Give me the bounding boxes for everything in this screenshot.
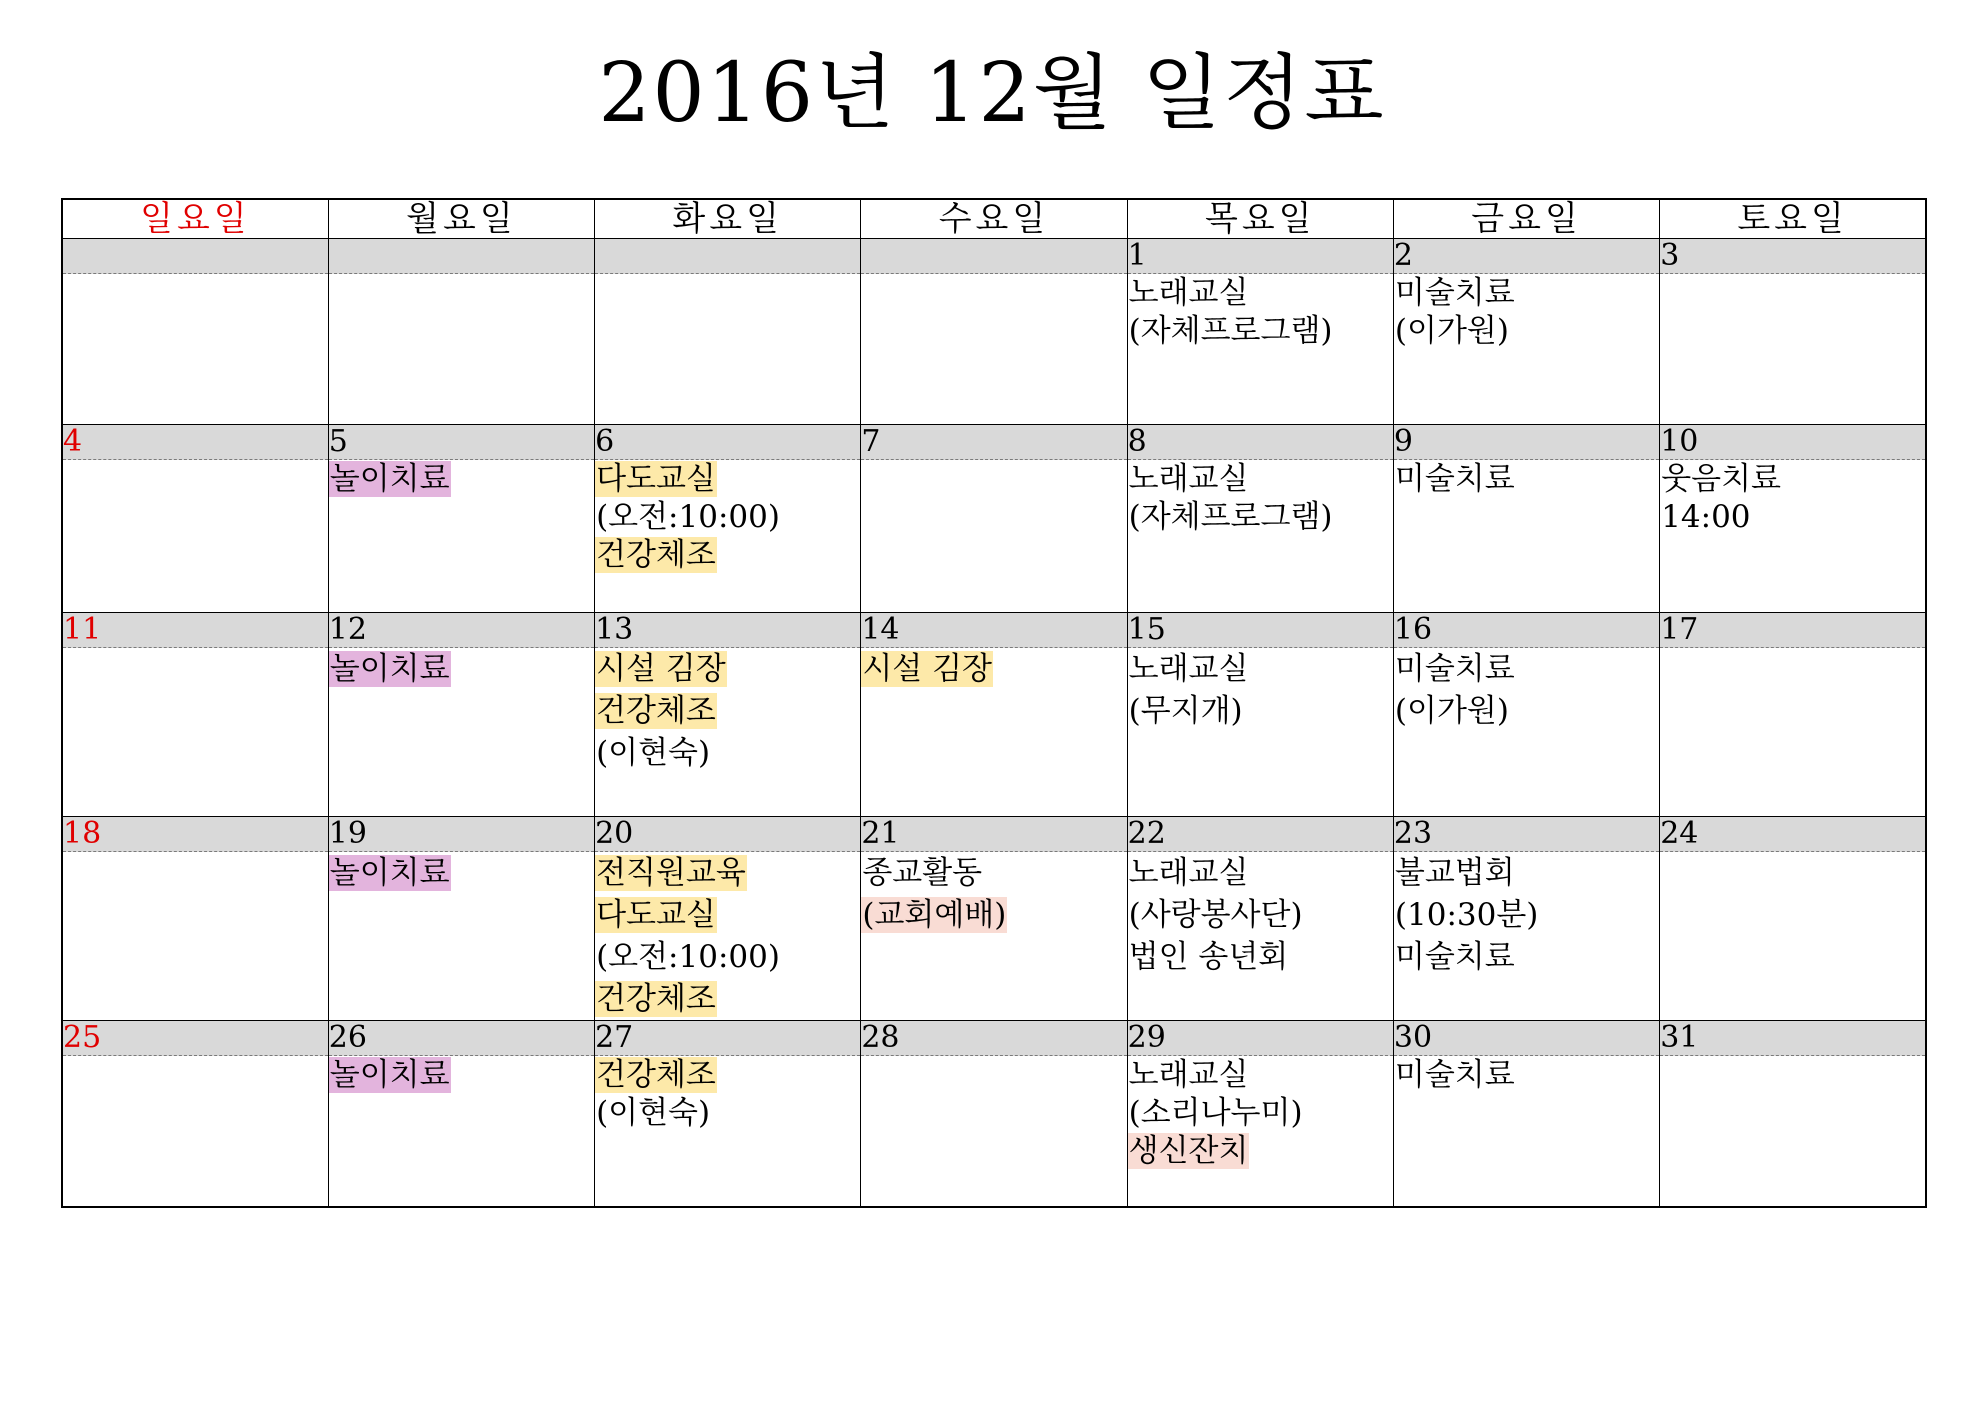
schedule-entry-text: (10:30분) <box>1394 897 1539 933</box>
event-cell-thursday <box>1127 1056 1393 1208</box>
date-cell-sunday: 4 <box>62 425 328 460</box>
schedule-entry <box>595 936 860 978</box>
date-row <box>62 239 1926 274</box>
schedule-entry <box>1128 274 1393 312</box>
schedule-entry-text: (소리나누미) <box>1128 1095 1303 1131</box>
schedule-entry-text: 미술치료 <box>1394 461 1515 497</box>
date-row <box>62 425 1926 460</box>
event-cell-sunday <box>62 852 328 1021</box>
schedule-entry-text: 미술치료 <box>1394 1057 1515 1093</box>
event-cell-wednesday <box>861 274 1127 425</box>
date-cell-wednesday: 14 <box>861 613 1127 648</box>
date-cell-monday <box>328 239 594 274</box>
schedule-entry <box>595 1056 860 1094</box>
schedule-entry-text: 시설 김장 <box>862 651 992 687</box>
date-cell-friday: 2 <box>1393 239 1659 274</box>
schedule-entry-text: 놀이치료 <box>329 855 450 891</box>
schedule-entry <box>1394 648 1659 690</box>
schedule-entry <box>595 536 860 574</box>
event-cell-wednesday <box>861 648 1127 817</box>
event-cell-monday <box>328 1056 594 1208</box>
date-cell-saturday: 17 <box>1660 613 1926 648</box>
event-cell-saturday <box>1660 460 1926 613</box>
date-cell-tuesday: 20 <box>595 817 861 852</box>
schedule-entry-text: 놀이치료 <box>329 651 450 687</box>
schedule-entry-text: 노래교실 <box>1128 1057 1249 1093</box>
event-cell-monday <box>328 460 594 613</box>
date-cell-friday: 16 <box>1393 613 1659 648</box>
event-cell-monday <box>328 274 594 425</box>
schedule-entry <box>329 648 594 690</box>
event-cell-saturday <box>1660 648 1926 817</box>
events-row <box>62 274 1926 425</box>
event-cell-thursday <box>1127 274 1393 425</box>
schedule-entry <box>1394 690 1659 732</box>
schedule-entry-text: 미술치료 <box>1394 651 1515 687</box>
schedule-entry-text: (이현숙) <box>596 1095 711 1131</box>
event-cell-tuesday <box>595 274 861 425</box>
event-cell-saturday <box>1660 274 1926 425</box>
date-cell-tuesday: 6 <box>595 425 861 460</box>
event-cell-saturday <box>1660 852 1926 1021</box>
schedule-entry-text: 건강체조 <box>596 981 716 1017</box>
event-cell-tuesday <box>595 852 861 1021</box>
event-cell-tuesday <box>595 648 861 817</box>
schedule-entry-text: 법인 송년회 <box>1128 939 1289 975</box>
schedule-entry-text: (사랑봉사단) <box>1128 897 1303 933</box>
events-row <box>62 1056 1926 1208</box>
schedule-entry <box>595 732 860 774</box>
schedule-entry-text: 미술치료 <box>1394 939 1515 975</box>
date-cell-thursday: 1 <box>1127 239 1393 274</box>
schedule-entry-text: (이가원) <box>1394 693 1509 729</box>
schedule-entry <box>595 690 860 732</box>
weekday-header-monday: 월요일 <box>328 199 594 239</box>
date-cell-thursday: 15 <box>1127 613 1393 648</box>
date-cell-friday: 30 <box>1393 1021 1659 1056</box>
schedule-entry-text: 14:00 <box>1661 499 1751 535</box>
calendar-table <box>61 198 1927 1208</box>
date-cell-wednesday: 7 <box>861 425 1127 460</box>
event-cell-tuesday <box>595 460 861 613</box>
date-cell-sunday: 25 <box>62 1021 328 1056</box>
schedule-entry-text: (이현숙) <box>596 735 711 771</box>
schedule-entry <box>1128 1094 1393 1132</box>
weekday-header-friday: 금요일 <box>1393 199 1659 239</box>
event-cell-friday <box>1393 852 1659 1021</box>
schedule-entry-text: 종교활동 <box>862 855 983 891</box>
event-cell-sunday <box>62 1056 328 1208</box>
schedule-entry-text: (자체프로그램) <box>1128 313 1333 349</box>
event-cell-monday <box>328 648 594 817</box>
event-cell-wednesday <box>861 460 1127 613</box>
date-cell-tuesday: 27 <box>595 1021 861 1056</box>
schedule-entry <box>595 852 860 894</box>
schedule-entry <box>1394 894 1659 936</box>
date-cell-tuesday: 13 <box>595 613 861 648</box>
events-row <box>62 852 1926 1021</box>
schedule-entry <box>329 1056 594 1094</box>
event-cell-thursday <box>1127 648 1393 817</box>
schedule-entry <box>1394 1056 1659 1094</box>
schedule-entry <box>861 648 1126 690</box>
schedule-entry <box>1128 648 1393 690</box>
schedule-entry <box>595 894 860 936</box>
schedule-entry <box>1660 498 1925 536</box>
schedule-entry-text: 건강체조 <box>596 693 716 729</box>
event-cell-saturday <box>1660 1056 1926 1208</box>
event-cell-monday <box>328 852 594 1021</box>
schedule-entry-text: 다도교실 <box>596 461 716 497</box>
date-cell-monday: 12 <box>328 613 594 648</box>
date-cell-thursday: 29 <box>1127 1021 1393 1056</box>
weekday-header-thursday: 목요일 <box>1127 199 1393 239</box>
schedule-entry-text: 생신잔치 <box>1128 1133 1249 1169</box>
schedule-entry <box>1128 852 1393 894</box>
date-cell-monday: 5 <box>328 425 594 460</box>
schedule-entry-text: 노래교실 <box>1128 651 1249 687</box>
schedule-entry-text: (이가원) <box>1394 313 1509 349</box>
schedule-entry <box>1394 274 1659 312</box>
schedule-entry-text: 건강체조 <box>596 1057 716 1093</box>
calendar-body <box>62 239 1926 1208</box>
date-cell-wednesday: 21 <box>861 817 1127 852</box>
date-row <box>62 817 1926 852</box>
schedule-entry <box>1128 1056 1393 1094</box>
weekday-header-row <box>62 199 1926 239</box>
schedule-entry-text: 건강체조 <box>596 537 716 573</box>
schedule-entry-text: (자체프로그램) <box>1128 499 1333 535</box>
date-cell-saturday: 3 <box>1660 239 1926 274</box>
schedule-entry-text: 노래교실 <box>1128 855 1249 891</box>
schedule-entry <box>1394 936 1659 978</box>
schedule-entry <box>1128 936 1393 978</box>
schedule-entry <box>861 894 1126 936</box>
schedule-entry-text: 웃음치료 <box>1661 461 1781 497</box>
schedule-entry <box>1128 312 1393 350</box>
date-cell-wednesday <box>861 239 1127 274</box>
schedule-entry <box>1128 498 1393 536</box>
schedule-entry <box>1128 894 1393 936</box>
date-cell-wednesday: 28 <box>861 1021 1127 1056</box>
date-cell-monday: 19 <box>328 817 594 852</box>
schedule-entry-text: (무지개) <box>1128 693 1243 729</box>
page-title: 2016년 12월 일정표 <box>598 46 1386 141</box>
event-cell-sunday <box>62 274 328 425</box>
schedule-entry <box>1394 460 1659 498</box>
event-cell-thursday <box>1127 852 1393 1021</box>
date-cell-thursday: 8 <box>1127 425 1393 460</box>
schedule-entry-text: (교회예배) <box>862 897 1007 933</box>
schedule-entry <box>329 460 594 498</box>
schedule-entry-text: (오전:10:00) <box>596 499 780 535</box>
schedule-entry <box>1128 460 1393 498</box>
schedule-entry <box>595 498 860 536</box>
event-cell-wednesday <box>861 852 1127 1021</box>
weekday-header-sunday: 일요일 <box>62 199 328 239</box>
schedule-entry-text: 놀이치료 <box>329 461 450 497</box>
weekday-header-tuesday: 화요일 <box>595 199 861 239</box>
schedule-entry-text: 불교법회 <box>1394 855 1515 891</box>
schedule-entry <box>1394 852 1659 894</box>
schedule-entry <box>861 852 1126 894</box>
date-cell-saturday: 10 <box>1660 425 1926 460</box>
schedule-entry-text: 다도교실 <box>596 897 716 933</box>
schedule-entry <box>1394 312 1659 350</box>
weekday-header-wednesday: 수요일 <box>861 199 1127 239</box>
schedule-entry <box>595 648 860 690</box>
schedule-entry-text: 시설 김장 <box>596 651 726 687</box>
schedule-entry <box>1128 1132 1393 1170</box>
date-cell-friday: 23 <box>1393 817 1659 852</box>
event-cell-sunday <box>62 648 328 817</box>
date-cell-tuesday <box>595 239 861 274</box>
event-cell-sunday <box>62 460 328 613</box>
schedule-entry-text: 전직원교육 <box>596 855 746 891</box>
schedule-entry-text: 노래교실 <box>1128 275 1249 311</box>
events-row <box>62 460 1926 613</box>
schedule-entry-text: 노래교실 <box>1128 461 1249 497</box>
events-row <box>62 648 1926 817</box>
event-cell-friday <box>1393 460 1659 613</box>
event-cell-tuesday <box>595 1056 861 1208</box>
date-cell-friday: 9 <box>1393 425 1659 460</box>
weekday-header-saturday: 토요일 <box>1660 199 1926 239</box>
schedule-entry <box>595 978 860 1020</box>
date-cell-sunday: 18 <box>62 817 328 852</box>
schedule-entry <box>1128 690 1393 732</box>
date-row <box>62 613 1926 648</box>
schedule-entry <box>1660 460 1925 498</box>
schedule-entry <box>329 852 594 894</box>
schedule-entry <box>595 460 860 498</box>
date-cell-sunday <box>62 239 328 274</box>
date-cell-thursday: 22 <box>1127 817 1393 852</box>
schedule-entry <box>595 1094 860 1132</box>
date-row <box>62 1021 1926 1056</box>
event-cell-friday <box>1393 274 1659 425</box>
date-cell-saturday: 24 <box>1660 817 1926 852</box>
event-cell-friday <box>1393 1056 1659 1208</box>
event-cell-friday <box>1393 648 1659 817</box>
schedule-entry-text: (오전:10:00) <box>596 939 780 975</box>
event-cell-wednesday <box>861 1056 1127 1208</box>
date-cell-monday: 26 <box>328 1021 594 1056</box>
schedule-entry-text: 놀이치료 <box>329 1057 450 1093</box>
date-cell-saturday: 31 <box>1660 1021 1926 1056</box>
schedule-entry-text: 미술치료 <box>1394 275 1515 311</box>
date-cell-sunday: 11 <box>62 613 328 648</box>
event-cell-thursday <box>1127 460 1393 613</box>
